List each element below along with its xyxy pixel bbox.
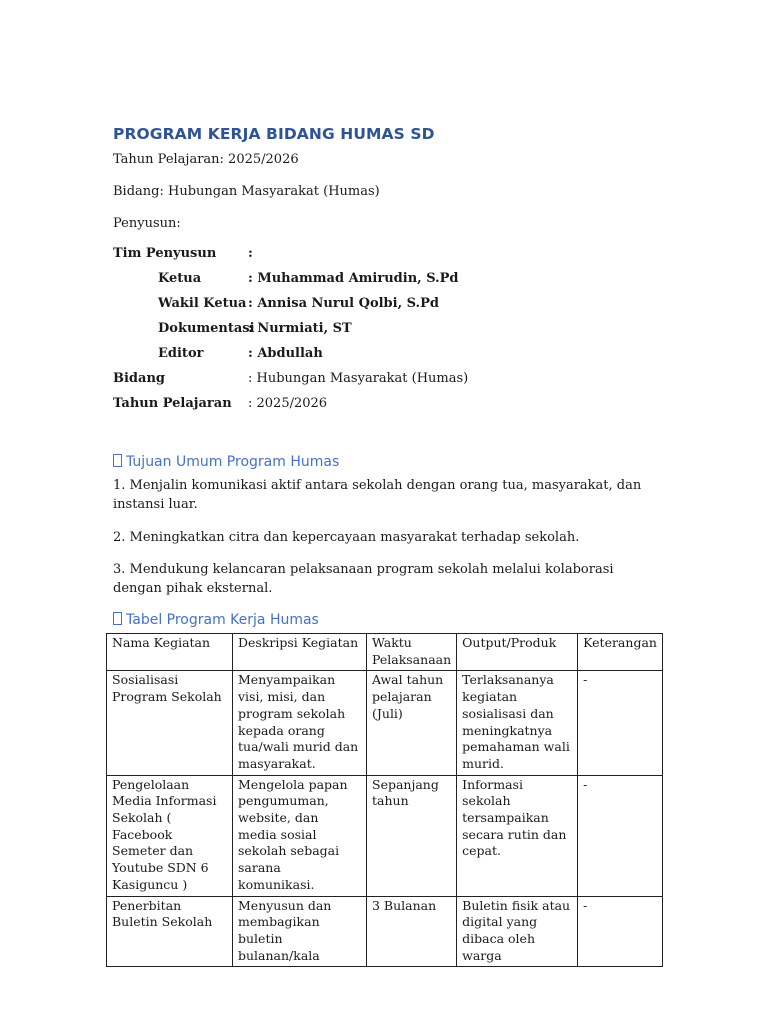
meta-value: : Muhammad Amirudin, S.Pd: [248, 271, 459, 286]
table-row: [107, 896, 663, 967]
table-cell: Buletin fisik atau digital yang dibaca oleh warga: [457, 896, 578, 967]
meta-value: : Nurmiati, ST: [248, 321, 352, 336]
document-title: PROGRAM KERJA BIDANG HUMAS SD: [113, 125, 435, 143]
tujuan-item-2: 2. Meningkatkan citra dan kepercayaan masyarakat terhadap sekolah.: [113, 530, 580, 545]
tujuan-item-3: 3. Mendukung kelancaran pelaksanaan program sekolah melalui kolaborasi dengan pihak eksternal.: [113, 562, 614, 596]
meta-value: : 2025/2026: [248, 396, 328, 411]
table-cell: Menyampaikan visi, misi, dan program sekolah kepada orang tua/wali murid dan masyarakat.: [233, 671, 367, 775]
meta-value: : Annisa Nurul Qolbi, S.Pd: [248, 296, 439, 311]
bidang-line: Bidang: Hubungan Masyarakat (Humas): [113, 184, 380, 199]
table-header-row: [107, 634, 663, 671]
meta-value: : Abdullah: [248, 346, 323, 361]
meta-value: :: [248, 246, 253, 261]
table-header-cell: Waktu Pelaksanaan: [367, 634, 457, 671]
table-cell: Informasi sekolah tersampaikan secara rutin dan cepat.: [457, 775, 578, 896]
program-table: [106, 633, 663, 967]
tujuan-heading: [113, 454, 339, 470]
meta-label: Dokumentasi: [158, 321, 255, 336]
table-cell: 3 Bulanan: [367, 896, 457, 967]
table-header-cell: Nama Kegiatan: [107, 634, 233, 671]
tabel-heading-text: Tabel Program Kerja Humas: [126, 612, 319, 628]
table-cell: Mengelola papan pengumuman, website, dan media sosial sekolah sebagai sarana komunikasi.: [233, 775, 367, 896]
table-cell: Terlaksananya kegiatan sosialisasi dan meningkatnya pemahaman wali murid.: [457, 671, 578, 775]
missing-glyph-icon: [113, 612, 122, 625]
table-row: [107, 775, 663, 896]
table-row: [107, 671, 663, 775]
meta-label: Tahun Pelajaran: [113, 396, 232, 411]
tujuan-item-1: 1. Menjalin komunikasi aktif antara sekolah dengan orang tua, masyarakat, dan instansi luar.: [113, 478, 642, 512]
tahun-pelajaran-line: Tahun Pelajaran: 2025/2026: [113, 152, 299, 167]
tujuan-heading-text: Tujuan Umum Program Humas: [126, 454, 340, 470]
meta-label: Editor: [158, 346, 204, 361]
table-header-cell: Keterangan: [578, 634, 663, 671]
table-cell: Awal tahun pelajaran (Juli): [367, 671, 457, 775]
table-cell: -: [578, 671, 663, 775]
tabel-heading: [113, 612, 319, 628]
table-cell: Pengelolaan Media Informasi Sekolah ( Facebook Semeter dan Youtube SDN 6 Kasiguncu ): [107, 775, 233, 896]
table-cell: -: [578, 775, 663, 896]
meta-label: Bidang: [113, 371, 165, 386]
meta-value: : Hubungan Masyarakat (Humas): [248, 371, 469, 386]
meta-label: Tim Penyusun: [113, 246, 217, 261]
table-header-cell: Output/Produk: [457, 634, 578, 671]
table-cell: Sepanjang tahun: [367, 775, 457, 896]
table-cell: Penerbitan Buletin Sekolah: [107, 896, 233, 967]
table-cell: -: [578, 896, 663, 967]
table-cell: Sosialisasi Program Sekolah: [107, 671, 233, 775]
meta-label: Wakil Ketua: [158, 296, 247, 311]
missing-glyph-icon: [113, 454, 122, 467]
table-header-cell: Deskripsi Kegiatan: [233, 634, 367, 671]
table-cell: Menyusun dan membagikan buletin bulanan/kala: [233, 896, 367, 967]
meta-label: Ketua: [158, 271, 202, 286]
penyusun-line: Penyusun:: [113, 216, 181, 231]
